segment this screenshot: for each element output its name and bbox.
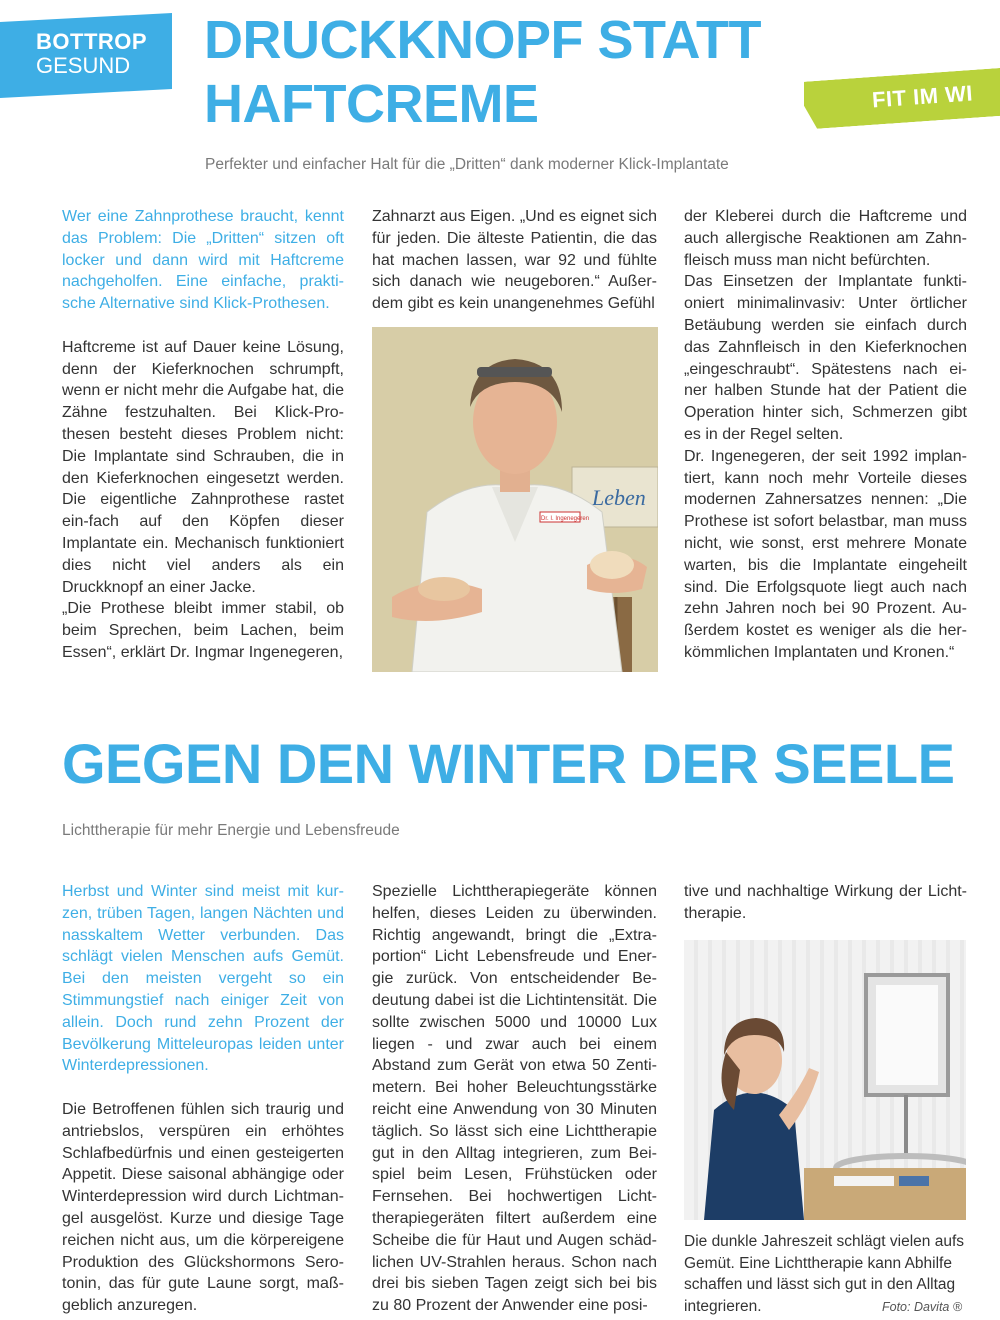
- article1-paragraph: Dr. Ingenegeren, der seit 1992 implan-tiert, kann noch mehr Vorteile dieses modernen Zahnersatzes nennen: „Die Prothese ist sofort belastbar, man muss nicht, wie sonst, erst mehrere Monate warten, bis die Implantate eingeheilt sind. Die Erfolgsquote liegt auch nach zehn Jahren noch bei 90 Prozent. Au-ßerdem kostet es weniger als die her-kömmlichen Implantaten und Kronen.“: [684, 447, 967, 661]
- light-therapy-illustration: [684, 940, 966, 1220]
- article2-column-2: [372, 881, 657, 1317]
- article1-paragraph: der Kleberei durch die Haftcreme und auch allergische Reaktionen am Zahn-fleisch muss man nicht befürchten.: [684, 208, 967, 269]
- article1-paragraph: Haftcreme ist auf Dauer keine Lösung, denn der Kieferknochen schrumpft, wenn er nicht mehr die Aufgabe hat, die Zähne festzuhalten. Bei Klick-Pro-thesen besteht dieses Problem nicht: Die Implantate sind Schrauben, die in den Kieferknochen eingesetzt werden. Die eigentliche Zahnprothese rastet ein-fach auf den Köpfen dieser Implantate ein. Mechanisch funktioniert dies nicht viel anders als ein Druckknopf an einer Jacke.: [62, 338, 344, 596]
- wall-sign-text: Leben: [592, 485, 646, 510]
- article1-title-line2: HAFTCREME: [204, 74, 539, 134]
- article1-paragraph: „Die Prothese bleibt immer stabil, ob beim Sprechen, beim Lachen, beim Essen“, erklärt Dr. Ingmar Ingenegeren,: [62, 600, 344, 661]
- section-tag: FIT IM WI: [871, 80, 974, 113]
- article1-column-3: [684, 206, 967, 664]
- article1-title: [204, 8, 761, 136]
- dentist-photo: [372, 327, 658, 672]
- badge-city: BOTTROP: [36, 29, 148, 54]
- article2-column-3: [684, 881, 967, 925]
- article1-paragraph: Das Einsetzen der Implantate funkti-oniert minimalinvasiv: Unter örtlicher Betäubung werden sie einfach durch das Zahnfleisch in den Kieferknochen „eingeschraubt“. Spätestens nach ei-ner halben Stunde hat der Patient die Operation hinter sich, Schmerzen gibt es in der Regel selten.: [684, 273, 967, 443]
- section-badge-label: [36, 30, 147, 78]
- coat-name-badge: Dr. I. Ingenegeren: [541, 516, 590, 522]
- article2-paragraph: Die Betroffenen fühlen sich traurig und antriebslos, verspüren ein erhöhtes Schlafbedürfnis und einen gesteigerten Appetit. Diese saisonal abhängige oder Winterdepression wird durch Lichtman-gel ausgelöst. Kurze und diesige Tage reichen nicht aus, um die körpereigene Produktion des Glückshormons Sero-tonin, das für gute Laune sorgt, maß-geblich anzuregen.: [62, 1100, 344, 1315]
- article2-subtitle: Lichttherapie für mehr Energie und Lebensfreude: [62, 822, 400, 839]
- article1-title-line1: DRUCKKNOPF STATT: [204, 10, 761, 70]
- article2-paragraph: Spezielle Lichttherapiegeräte können helfen, dieses Leiden zu überwinden. Richtig angewandt, bringt die „Extra-portion“ Licht Lebensfreude und Ener-gie zurück. Von entscheidender Be-deutung dabei ist die Lichtintensität. Die sollte zwischen 5000 und 10000 Lux liegen - und zwar auch bei einem Abstand zum Gerät von etwa 50 Zenti-metern. Bei hoher Beleuchtungsstärke reicht eine Anwendung von 30 Minuten täglich. So lässt sich eine Lichttherapie gut in den Alltag integrieren, zum Bei-spiel beim Lesen, Frühstücken oder Fernsehen. Bei hochwertigen Licht-therapiegeräten filtert außerdem eine Scheibe die für Haut und Augen schäd-lichen UV-Strahlen heraus. Schon nach drei bis sieben Tagen zeigt sich bei bis zu 80 Prozent der Anwender eine posi-: [372, 883, 657, 1315]
- photo-credit: Foto: Davita ®: [882, 1300, 963, 1314]
- article1-subtitle: Perfekter und einfacher Halt für die „Dritten“ dank moderner Klick-Implantate: [205, 156, 729, 173]
- article2-title: GEGEN DEN WINTER DER SEELE: [62, 732, 955, 795]
- badge-topic: GESUND: [36, 53, 131, 78]
- article1-column-1: [62, 206, 344, 664]
- article1-column-2: [372, 206, 657, 315]
- dentist-illustration: [372, 327, 658, 672]
- photo-caption: Die dunkle Jahreszeit schlägt vielen aufs Gemüt. Eine Lichttherapie kann Abhilfe schaffen und lässt sich gut in den Alltag integrieren.: [684, 1233, 965, 1315]
- article2-column-1: [62, 881, 344, 1317]
- article2-lead: Herbst und Winter sind meist mit kur-zen, trüben Tagen, langen Nächten und nasskaltem Wetter verbunden. Das schlägt vielen Menschen aufs Gemüt. Bei den meisten vergeht so ein Stimmungstief nach einiger Zeit von allein. Doch rund zehn Prozent der Bevölkerung Mitteleuropas leiden unter Winterdepressionen.: [62, 883, 344, 1075]
- article1-paragraph: Zahnarzt aus Eigen. „Und es eignet sich für jeden. Die älteste Patientin, die das hat machen lassen, war 92 und fühlte sich danach wie neugeboren.“ Außer-dem gibt es kein unangenehmes Gefühl: [372, 208, 657, 313]
- light-therapy-photo: [684, 940, 966, 1220]
- article2-paragraph: tive und nachhaltige Wirkung der Licht-therapie.: [684, 883, 967, 922]
- article1-lead: Wer eine Zahnprothese braucht, kennt das Problem: Die „Dritten“ sitzen oft locker und dann wird mit Haftcreme nachgeholfen. Eine einfache, prakti-sche Alternative sind Klick-Prothesen.: [62, 208, 344, 313]
